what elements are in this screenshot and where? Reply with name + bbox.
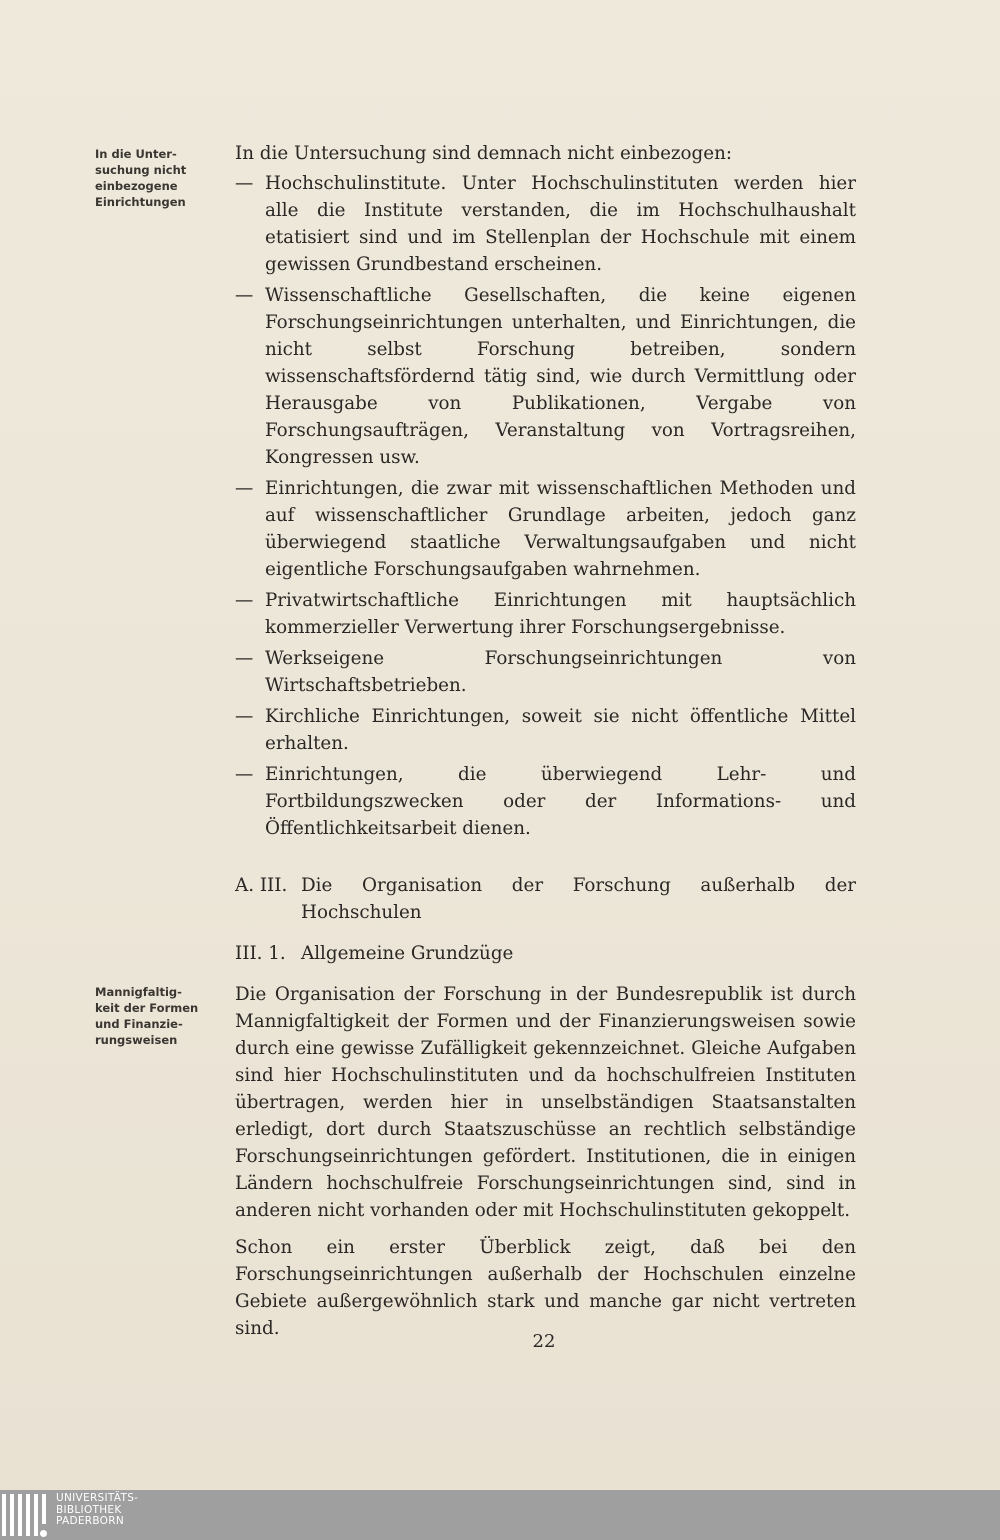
list-item	[235, 645, 856, 699]
list-item	[235, 587, 856, 641]
library-name	[56, 1493, 138, 1528]
section-title: Allgemeine Grundzüge	[301, 943, 514, 964]
margin-note-line: einbezogene	[95, 179, 178, 193]
margin-note-excluded-institutions	[95, 146, 220, 210]
margin-note-diversity-of-forms	[95, 984, 220, 1048]
library-name-line: BIBLIOTHEK	[56, 1503, 122, 1516]
margin-note-line: suchung nicht	[95, 163, 187, 177]
library-name-line: PADERBORN	[56, 1515, 124, 1527]
list-item-text: Kirchliche Einrichtungen, soweit sie nicht öffentliche Mittel erhalten.	[265, 706, 856, 754]
list-item-text: Hochschulinstitute. Unter Hochschulinstituten werden hier alle die Institute verstanden, die im Hochschulhaushalt etatisiert sind und im Stellenplan der Hochschule mit einem gewissen Grundbestand erscheinen.	[265, 173, 856, 275]
margin-note-line: Einrichtungen	[95, 195, 186, 209]
dash-bullet: —	[235, 590, 254, 611]
dash-bullet: —	[235, 478, 254, 499]
margin-note-line: rungsweisen	[95, 1033, 178, 1047]
section-heading-3-1	[235, 940, 856, 967]
list-item	[235, 170, 856, 278]
dash-bullet: —	[235, 173, 254, 194]
list-item	[235, 761, 856, 842]
list-item	[235, 282, 856, 471]
margin-note-line: und Finanzie-	[95, 1017, 183, 1031]
dash-bullet: —	[235, 706, 254, 727]
dash-bullet: —	[235, 648, 254, 669]
list-item-text: Privatwirtschaftliche Einrichtungen mit hauptsächlich kommerzieller Verwertung ihrer Forschungsergebnisse.	[265, 590, 856, 638]
section-title: Die Organisation der Forschung außerhalb der Hochschulen	[301, 875, 856, 923]
intro-line: In die Untersuchung sind demnach nicht einbezogen:	[235, 143, 733, 164]
section-number: A. III.	[235, 875, 288, 896]
margin-note-line: Mannigfaltig-	[95, 985, 182, 999]
margin-note-line: keit der Formen	[95, 1001, 199, 1015]
page-number: 22	[532, 1331, 556, 1352]
paragraph: Schon ein erster Überblick zeigt, daß bei den Forschungseinrichtungen außerhalb der Hochschulen einzelne Gebiete außergewöhnlich stark und manche gar nicht vertreten sind.	[235, 1237, 856, 1339]
library-logo-icon	[2, 1494, 46, 1536]
margin-note-line: In die Unter-	[95, 147, 177, 161]
list-item-text: Werkseigene Forschungseinrichtungen von Wirtschaftsbetrieben.	[265, 648, 856, 696]
section-number: III. 1.	[235, 943, 286, 964]
dash-bullet: —	[235, 285, 254, 306]
list-item-text: Einrichtungen, die überwiegend Lehr- und Fortbildungszwecken oder der Informations- und Öffentlichkeitsarbeit dienen.	[265, 764, 856, 839]
list-item-text: Einrichtungen, die zwar mit wissenschaftlichen Methoden und auf wissenschaftlicher Grundlage arbeiten, jedoch ganz überwiegend staatliche Verwaltungsaufgaben und nicht eigentliche Forschungsaufgaben wahrnehmen.	[265, 478, 856, 580]
dash-bullet: —	[235, 764, 254, 785]
list-item	[235, 475, 856, 583]
paragraph: Die Organisation der Forschung in der Bundesrepublik ist durch Mannigfaltigkeit der Formen und der Finanzierungsweisen sowie durch eine gewisse Zufälligkeit gekennzeichnet. Gleiche Aufgaben sind hier Hochschulinstituten und da hochschulfreien Instituten übertragen, werden hier in unselbständigen Staatsanstalten erledigt, dort durch Staatszuschüsse an rechtlich selbständige Forschungseinrichtungen gefördert. Institutionen, die in einigen Ländern hochschulfreie Forschungseinrichtungen sind, sind in anderen nicht vorhanden oder mit Hochschulinstituten gekoppelt.	[235, 984, 856, 1221]
list-item	[235, 703, 856, 757]
section-heading-a3	[235, 872, 856, 926]
body-text	[235, 140, 856, 1342]
library-name-line: UNIVERSITÄTS-	[56, 1492, 139, 1504]
list-item-text: Wissenschaftliche Gesellschaften, die keine eigenen Forschungseinrichtungen unterhalten, und Einrichtungen, die nicht selbst Forschung betreiben, sondern wissenschaftsfördernd tätig sind, wie durch Vermittlung oder Herausgabe von Publikationen, Vergabe von Forschungsaufträgen, Veranstaltung von Vortragsreihen, Kongressen usw.	[265, 285, 856, 468]
library-footer-bar	[0, 1490, 1000, 1540]
